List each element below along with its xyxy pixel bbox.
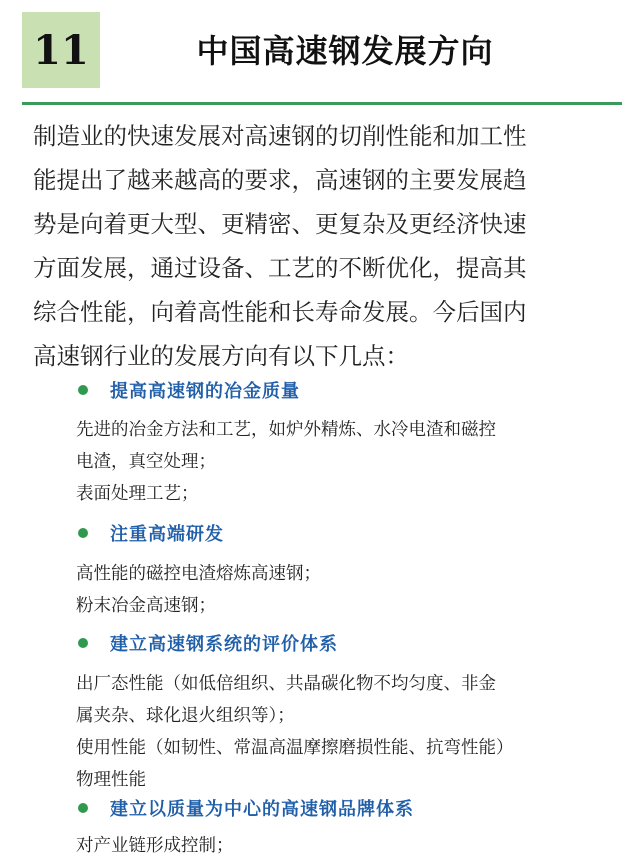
section-title: 建立以质量为中心的高速钢品牌体系 [110,799,414,820]
section-heading [78,520,224,546]
intro-line: 方面发展，通过设备、工艺的不断优化，提高其 [33,254,527,282]
section-heading [78,630,338,656]
body-line: 出厂态性能（如低倍组织、共晶碳化物不均匀度、非金 [76,674,496,694]
section-title: 提高高速钢的冶金质量 [110,381,300,402]
section-body [76,558,321,622]
bullet-icon [78,528,88,538]
body-line: 物理性能 [76,770,146,790]
section-title: 注重高端研发 [110,524,224,545]
bullet-icon [78,385,88,395]
intro-line: 综合性能，向着高性能和长寿命发展。今后国内 [33,298,527,326]
intro-line: 能提出了越来越高的要求，高速钢的主要发展趋 [33,166,527,194]
section-body [76,414,496,510]
body-line: 表面处理工艺； [76,484,199,504]
page-title: 中国高速钢发展方向 [196,32,494,70]
bullet-icon [78,638,88,648]
body-line: 使用性能（如韧性、常温高温摩擦磨损性能、抗弯性能） [76,738,514,758]
bullet-icon [78,803,88,813]
body-line: 先进的冶金方法和工艺，如炉外精炼、水冷电渣和磁控 [76,420,496,440]
body-line: 属夹杂、球化退火组织等）； [76,706,295,726]
section-body [76,668,514,796]
section-body [76,830,234,862]
section-number-badge [22,12,100,88]
intro-line: 高速钢行业的发展方向有以下几点： [33,342,409,370]
intro-line: 势是向着更大型、更精密、更复杂及更经济快速 [33,210,527,238]
section-title: 建立高速钢系统的评价体系 [110,634,338,655]
body-line: 粉末冶金高速钢； [76,596,216,616]
title-divider [22,102,622,105]
intro-paragraph [33,114,603,378]
body-line: 对产业链形成控制； [76,836,234,856]
body-line: 高性能的磁控电渣熔炼高速钢； [76,564,321,584]
body-line: 电渣，真空处理； [76,452,216,472]
section-heading [78,795,414,821]
section-number: 11 [33,26,89,74]
section-heading [78,377,300,403]
intro-line: 制造业的快速发展对高速钢的切削性能和加工性 [33,122,527,150]
